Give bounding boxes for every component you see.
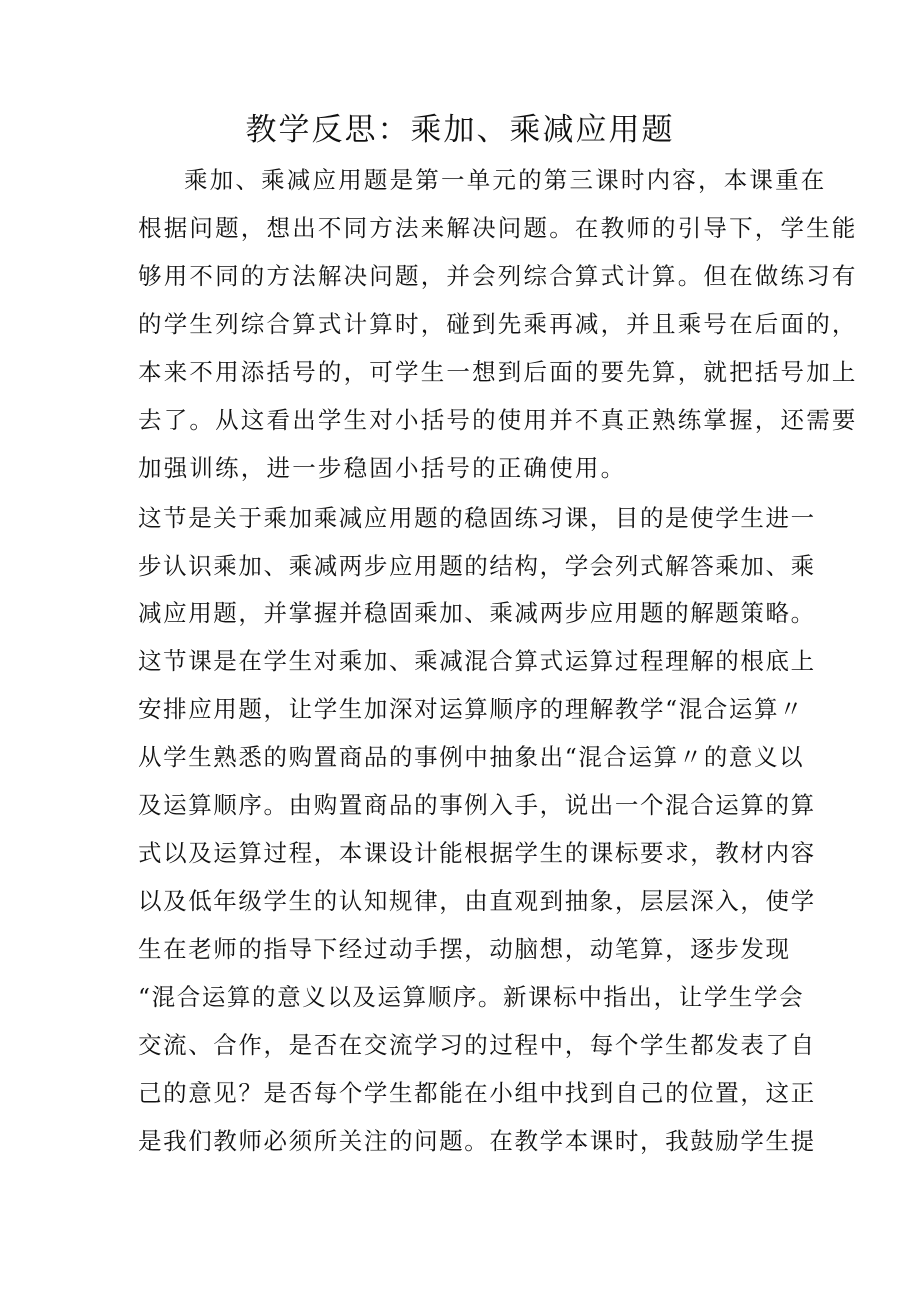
paragraph-2-line-11: “混合运算的意义以及运算顺序。新课标中指出，让学生学会 — [138, 983, 805, 1011]
paragraph-1-line-4: 的学生列综合算式计算时，碰到先乘再减，并且乘号在后面的， — [138, 310, 858, 338]
paragraph-2-line-13: 己的意见？是否每个学生都能在小组中找到自己的位置，这正 — [138, 1079, 816, 1107]
paragraph-1-line-7: 加强训练，进一步稳固小括号的正确使用。 — [138, 454, 627, 482]
paragraph-2-line-3: 减应用题，并掌握并稳固乘加、乘减两步应用题的解题策略。 — [138, 599, 816, 627]
paragraph-1-line-5: 本来不用添括号的，可学生一想到后面的要先算，就把括号加上 — [138, 358, 858, 386]
paragraph-2-line-8: 式以及运算过程，本课设计能根据学生的课标要求，教材内容 — [138, 839, 816, 867]
paragraph-1-line-3: 够用不同的方法解决问题，并会列综合算式计算。但在做练习有 — [138, 262, 858, 290]
paragraph-1-line-1: 乘加、乘减应用题是第一单元的第三课时内容，本课重在 — [184, 166, 827, 194]
paragraph-2-line-14: 是我们教师必须所关注的问题。在教学本课时，我鼓励学生提 — [138, 1127, 816, 1155]
document-title: 教学反思：乘加、乘减应用题 — [245, 112, 675, 148]
paragraph-1-line-6: 去了。从这看出学生对小括号的使用并不真正熟练掌握，还需要 — [138, 406, 858, 434]
paragraph-2-line-5: 安排应用题，让学生加深对运算顺序的理解教学“混合运算〃 — [138, 695, 805, 723]
paragraph-2-line-1: 这节是关于乘加乘减应用题的稳固练习课，目的是使学生进一 — [138, 504, 816, 532]
paragraph-1-line-2: 根据问题，想出不同方法来解决问题。在教师的引导下，学生能 — [138, 214, 858, 242]
paragraph-2-line-6: 从学生熟悉的购置商品的事例中抽象出“混合运算〃的意义以 — [138, 743, 805, 771]
paragraph-2-line-12: 交流、合作，是否在交流学习的过程中，每个学生都发表了自 — [138, 1031, 816, 1059]
paragraph-2-line-7: 及运算顺序。由购置商品的事例入手，说出一个混合运算的算 — [138, 791, 816, 819]
paragraph-2-line-2: 步认识乘加、乘减两步应用题的结构，学会列式解答乘加、乘 — [138, 552, 816, 580]
paragraph-2-line-10: 生在老师的指导下经过动手摆，动脑想，动笔算，逐步发现 — [138, 935, 791, 963]
paragraph-2-line-4: 这节课是在学生对乘加、乘减混合算式运算过程理解的根底上 — [138, 647, 816, 675]
paragraph-2-line-9: 以及低年级学生的认知规律，由直观到抽象，层层深入，使学 — [138, 887, 816, 915]
